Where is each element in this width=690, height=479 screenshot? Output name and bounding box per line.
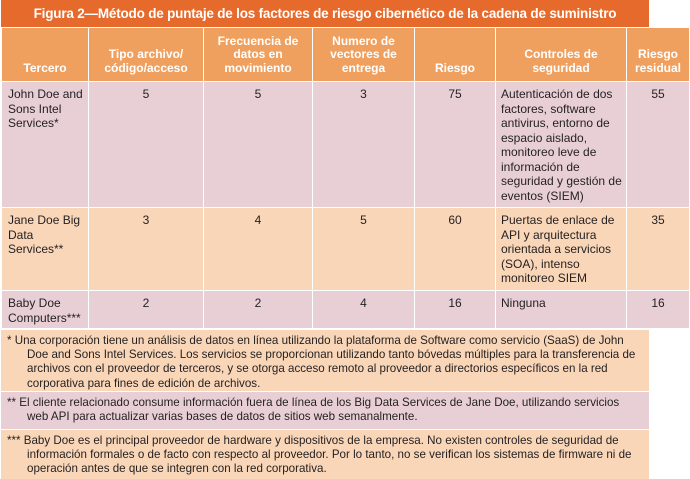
cell-tipo: 3 (89, 208, 204, 291)
cell-tercero: Jane Doe Big Data Services** (2, 208, 89, 291)
table-row (2, 82, 690, 208)
table-row (2, 291, 690, 329)
cell-tercero: John Doe and Sons Intel Services* (2, 82, 89, 208)
footnote-3-text: *** Baby Doe es el principal proveedor de hardware y dispositivos de la empresa. No existen controles de seguridad de información formales o de facto con respecto al proveedor. Por lo tanto, no se verifican los sistemas de firmware ni de operación antes de que se integren con la red corporativa. (7, 434, 632, 476)
cell-tipo: 2 (89, 291, 204, 329)
header-vectores: Numero de vectores de entrega (313, 28, 415, 82)
cell-riesgo: 75 (415, 82, 496, 208)
cell-residual: 16 (627, 291, 690, 329)
header-riesgo-residual: Riesgo residual (627, 28, 690, 82)
cell-riesgo: 60 (415, 208, 496, 291)
figure-title: Figura 2—Método de puntaje de los factores de riesgo cibernético de la cadena de suministro (1, 0, 649, 27)
header-controles: Controles de seguridad (496, 28, 627, 82)
cell-residual: 55 (627, 82, 690, 208)
cell-controles: Autenticación de dos factores, software antivirus, entorno de espacio aislado, monitoreo leve de información de seguridad y gestión de eventos (SIEM) (496, 82, 627, 208)
footnote-1 (1, 329, 649, 391)
cell-vectores: 3 (313, 82, 415, 208)
footnote-1-text: * Una corporación tiene un análisis de datos en línea utilizando la plataforma de Software como servicio (SaaS) de John Doe and Sons Intel Services. Los servicios se proporcionan utilizando tanto bóvedas múltiples para la transferencia de archivos con el proveedor de terceros, y se otorga acceso remoto al proveedor a directorios específicos en la red corporativa para fines de edición de archivos. (7, 334, 636, 390)
cell-controles: Puertas de enlace de API y arquitectura orientada a servicios (SOA), intenso monitoreo SIEM (496, 208, 627, 291)
header-frecuencia: Frecuencia de datos en movimiento (204, 28, 313, 82)
cell-tipo: 5 (89, 82, 204, 208)
cell-vectores: 4 (313, 291, 415, 329)
footnote-3 (1, 429, 649, 479)
cell-frecuencia: 5 (204, 82, 313, 208)
table-row (2, 208, 690, 291)
cell-vectores: 5 (313, 208, 415, 291)
risk-scoring-table (1, 27, 690, 329)
footnote-2 (1, 391, 649, 429)
footnote-2-text: ** El cliente relacionado consume información fuera de línea de los Big Data Services de Jane Doe, utilizando servicios web API para actualizar varias bases de datos de sitios web semanalmente. (7, 396, 620, 424)
table-header-row (2, 28, 690, 82)
figure (1, 0, 682, 478)
header-tipo-archivo: Tipo archivo/ código/acceso (89, 28, 204, 82)
cell-tercero: Baby Doe Computers*** (2, 291, 89, 329)
cell-frecuencia: 4 (204, 208, 313, 291)
cell-riesgo: 16 (415, 291, 496, 329)
cell-controles: Ninguna (496, 291, 627, 329)
cell-frecuencia: 2 (204, 291, 313, 329)
cell-residual: 35 (627, 208, 690, 291)
header-riesgo: Riesgo (415, 28, 496, 82)
header-tercero: Tercero (2, 28, 89, 82)
